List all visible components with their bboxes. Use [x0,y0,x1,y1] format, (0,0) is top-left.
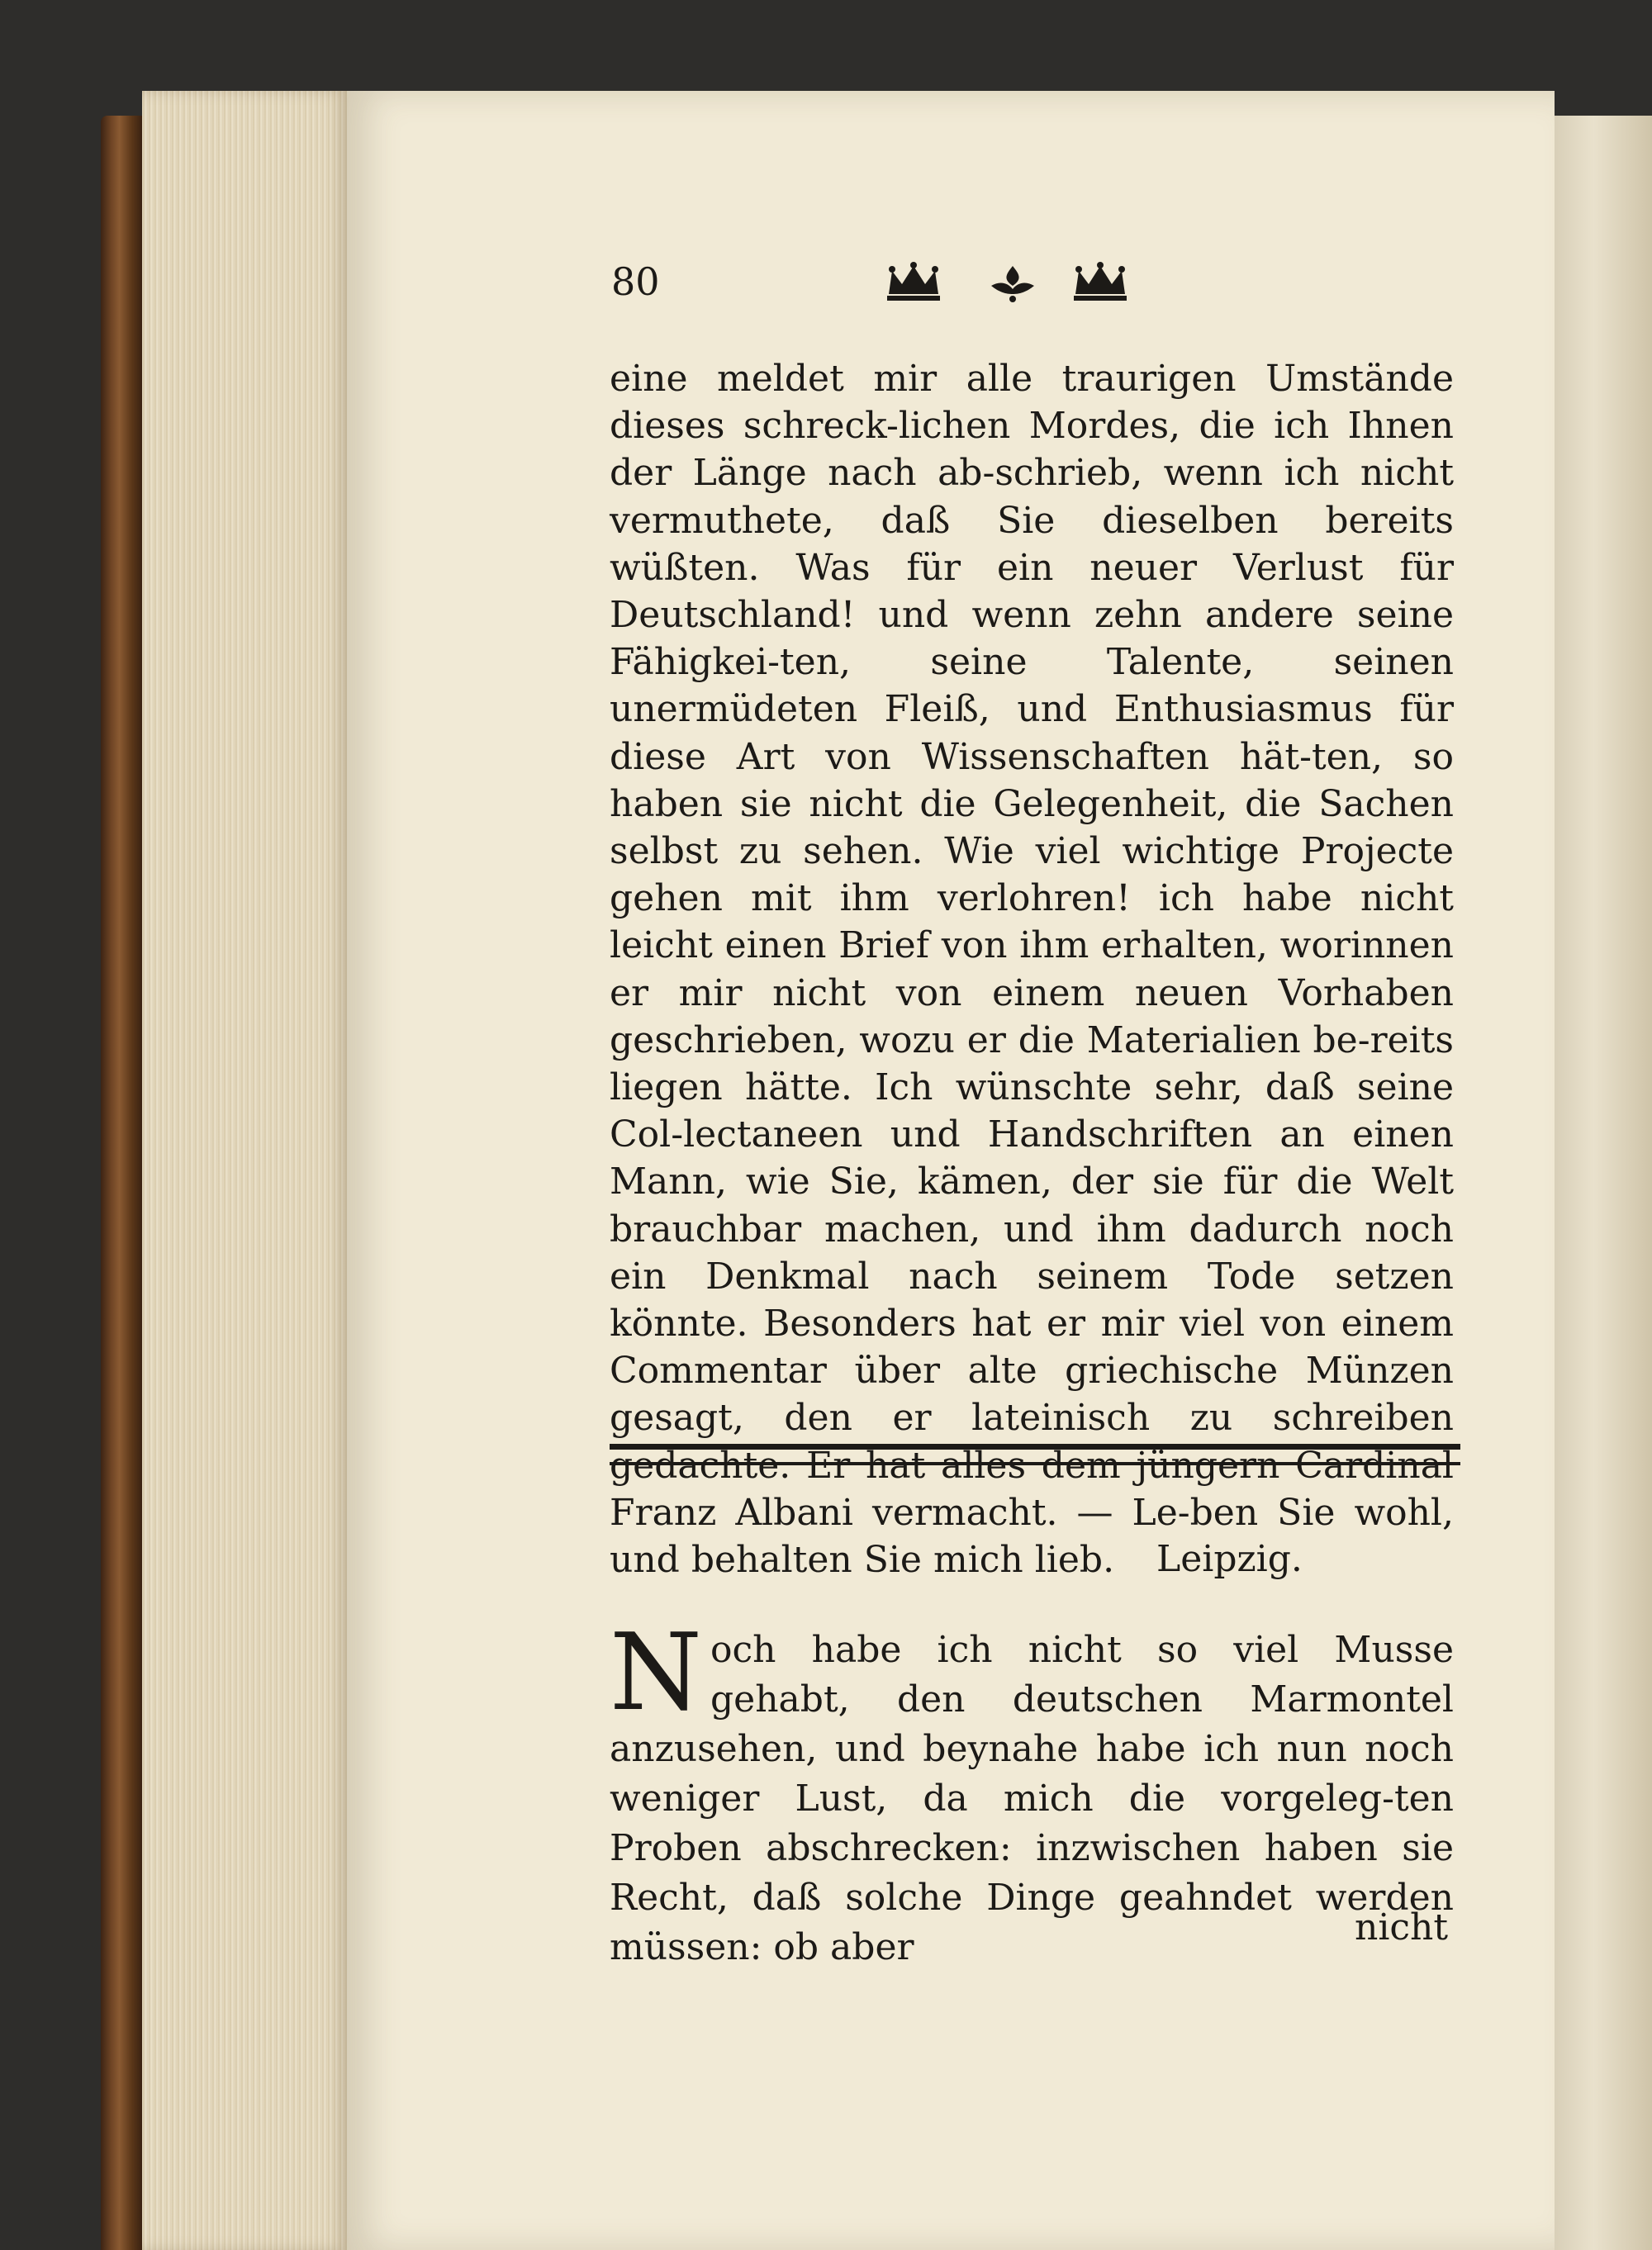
fleuron-icon [983,261,1042,304]
letter-body: eine meldet mir alle traurigen Umstände dieses schreck-lichen Mordes, die ich Ihnen der Länge nach ab-schrieb, wenn ich nicht vermuthete, daß Sie dieselben bereits wüßten. Was für ein neuer Verlust für Deutschland! und wenn zehn andere seine Fähigkei-ten, seine Talente, seinen unermüdeten Fleiß, und Enthusiasmus für diese Art von Wissenschaften hät-ten, so haben sie nicht die Gelegenheit, die Sachen selbst zu sehen. Wie viel wichtige Projecte gehen mit ihm verlohren! ich habe nicht leicht einen Brief von ihm erhalten, worinnen er mir nicht von einem neuen Vorhaben geschrieben, wozu er die Materialien be-reits liegen hätte. Ich wünschte sehr, daß seine Col-lectaneen und Handschriften an einen Mann, wie Sie, kämen, der sie für die Welt brauchbar machen, und ihm dadurch noch ein Denkmal nach seinem Tode setzen könnte. Besonders hat er mir viel von einem Commentar über alte griechische Münzen gesagt, den er lateinisch zu schreiben gedachte. Er hat alles dem jüngern Cardinal Franz Albani vermacht. — Le-ben Sie wohl, und behalten Sie mich lieb. [610,358,1454,1582]
crown-icon [884,261,943,304]
page-stack [142,91,349,2250]
crown-icon [1070,261,1130,304]
drop-cap-initial: N [610,1612,702,1735]
book-spine-edge [101,116,142,2250]
page-number: 80 [611,259,660,304]
next-letter-body [610,1612,1454,1972]
facing-page-edge [1555,116,1652,2250]
letter-place: Leipzig. [1156,1538,1303,1580]
catchword: nicht [1355,1906,1449,1949]
section-divider [610,1444,1460,1465]
next-letter-text: och habe ich nicht so viel Musse gehabt, den deutschen Marmontel anzusehen, und beynahe habe ich nun noch weniger Lust, da mich die vorgeleg-ten Proben abschrecken: inzwischen haben sie Recht, daß solche Dinge geahndet werden müssen: ob aber [610,1629,1454,1968]
